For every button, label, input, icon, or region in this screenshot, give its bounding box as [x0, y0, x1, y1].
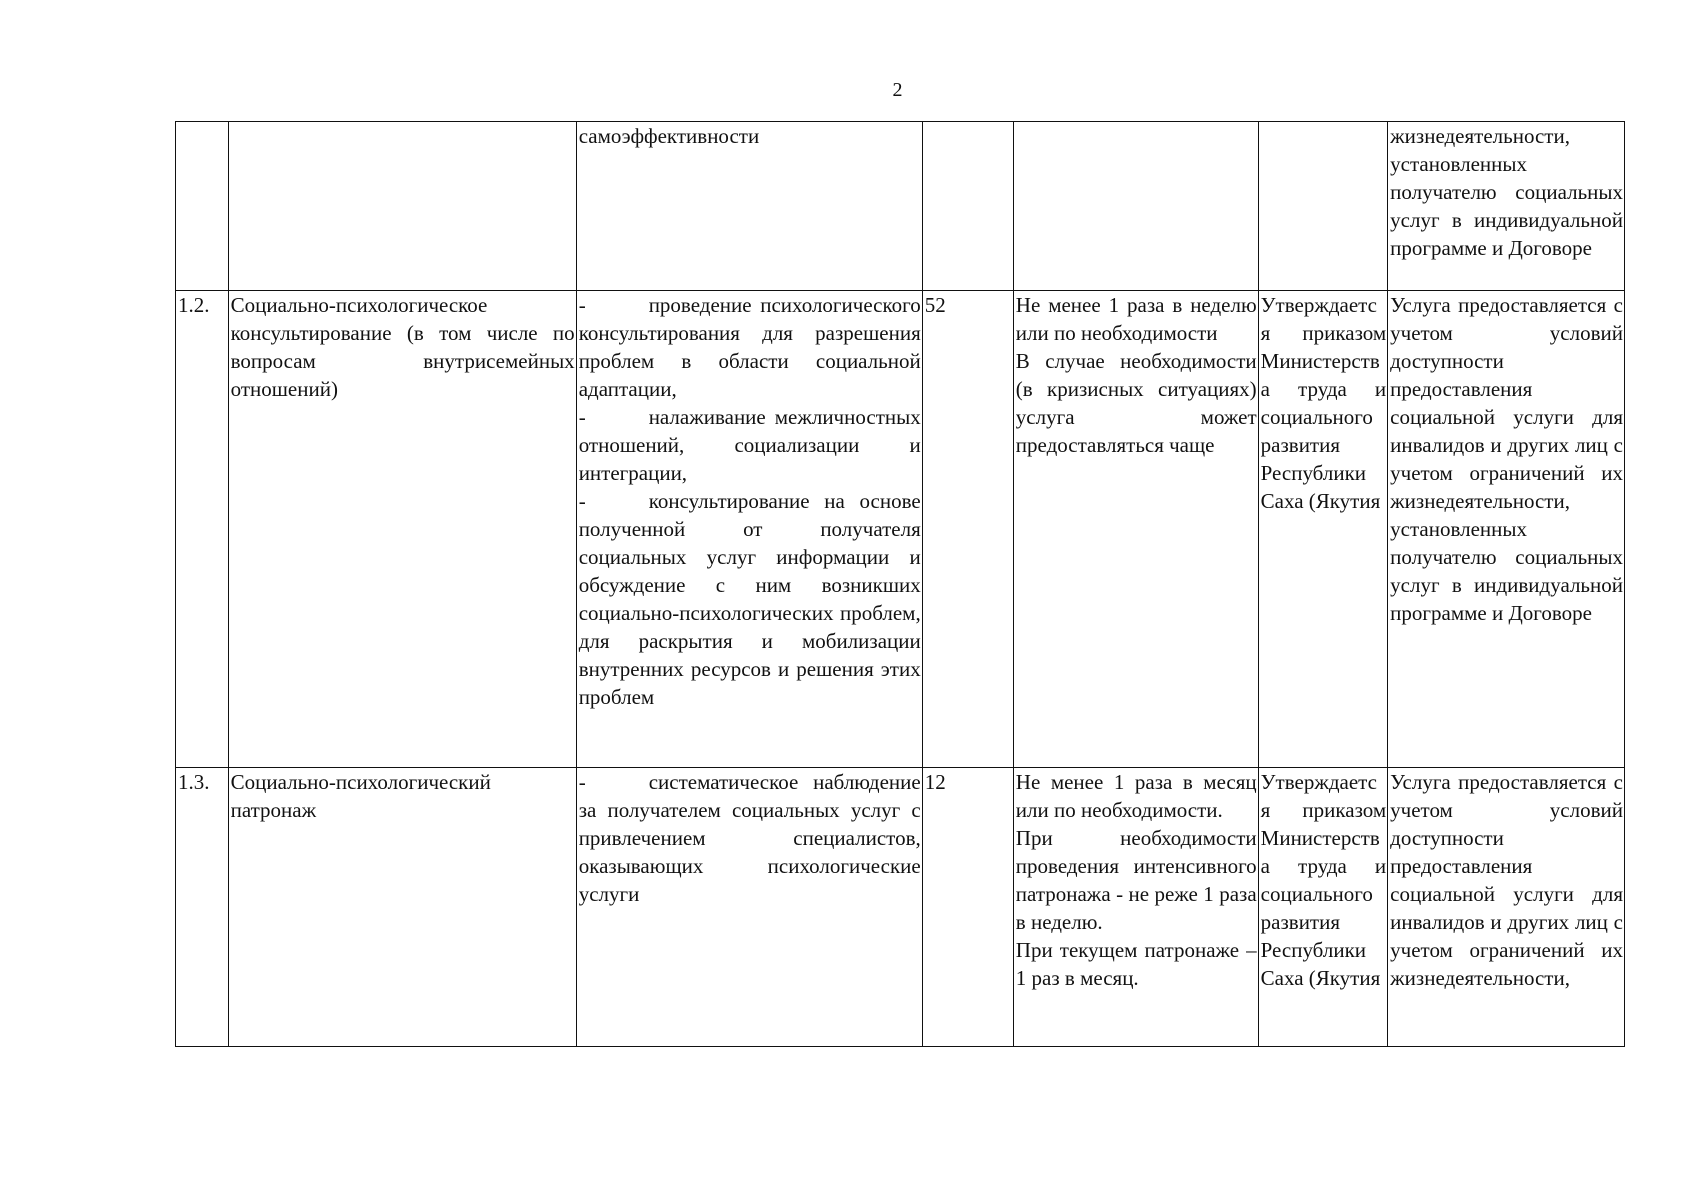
cell-number: [176, 122, 229, 291]
cell-service-name: Социально-психологический патронаж: [228, 768, 576, 1047]
cell-description: [576, 768, 922, 1047]
cell-count: [922, 122, 1013, 291]
services-table: [175, 121, 1625, 1047]
cell-count: 52: [922, 291, 1013, 768]
cell-conditions: Услуга предоставляется с учетом условий доступности предоставления социальной услуги для инвалидов и других лиц с учетом ограничений их жизнедеятельности,: [1388, 768, 1625, 1047]
description-item: - налаживание межличностных отношений, социализации и интеграции,: [578, 405, 921, 485]
dash-marker: -: [578, 405, 586, 429]
table-row: [176, 768, 1625, 1047]
dash-marker: -: [578, 489, 586, 513]
conditions-text: жизнедеятельности, установленных получателю социальных услуг в индивидуальной программе и Договоре: [1390, 124, 1623, 260]
table-row: [176, 291, 1625, 768]
cell-conditions: Услуга предоставляется с учетом условий доступности предоставления социальной услуги для инвалидов и других лиц с учетом ограничений их жизнедеятельности, установленных получателю социальных услуг в индивидуальной программе и Договоре: [1388, 291, 1625, 768]
cell-service-name: [228, 122, 576, 291]
cell-description: [576, 122, 922, 291]
periodicity-text: Не менее 1 раза в месяц или по необходимости.: [1015, 770, 1257, 822]
periodicity-text: Не менее 1 раза в неделю или по необходимости: [1015, 293, 1257, 345]
cell-basis: Утверждается приказом Министерства труда и социального развития Республики Саха (Якутия: [1258, 768, 1388, 1047]
cell-number: 1.3.: [176, 768, 229, 1047]
cell-basis: Утверждается приказом Министерства труда и социального развития Республики Саха (Якутия: [1258, 291, 1388, 768]
cell-conditions: [1388, 122, 1625, 291]
cell-basis: [1258, 122, 1388, 291]
description-text: самоэффективности: [578, 124, 760, 148]
table-row-continuation: [176, 122, 1625, 291]
periodicity-text: При текущем патронаже – 1 раз в месяц.: [1015, 938, 1257, 990]
dash-marker: -: [578, 293, 586, 317]
cell-service-name: Социально-психологическое консультирование (в том числе по вопросам внутрисемейных отношений): [228, 291, 576, 768]
cell-periodicity: [1013, 122, 1258, 291]
page-number: 2: [892, 79, 903, 101]
dash-marker: -: [578, 770, 586, 794]
description-item: - систематическое наблюдение за получателем социальных услуг с привлечением специалистов, оказывающих психологические услуги: [578, 770, 921, 906]
periodicity-text: В случае необходимости (в кризисных ситуациях) услуга может предоставляться чаще: [1015, 349, 1257, 457]
cell-count: 12: [922, 768, 1013, 1047]
cell-periodicity: [1013, 768, 1258, 1047]
description-item: - проведение психологического консультирования для разрешения проблем в области социальной адаптации,: [578, 293, 921, 401]
description-item: - консультирование на основе полученной от получателя социальных услуг информации и обсуждение с ним возникших социально-психологических проблем, для раскрытия и мобилизации внутренних ресурсов и решения этих проблем: [578, 489, 921, 709]
cell-number: 1.2.: [176, 291, 229, 768]
cell-description: [576, 291, 922, 768]
cell-periodicity: [1013, 291, 1258, 768]
periodicity-text: При необходимости проведения интенсивного патронажа - не реже 1 раза в неделю.: [1015, 826, 1257, 934]
